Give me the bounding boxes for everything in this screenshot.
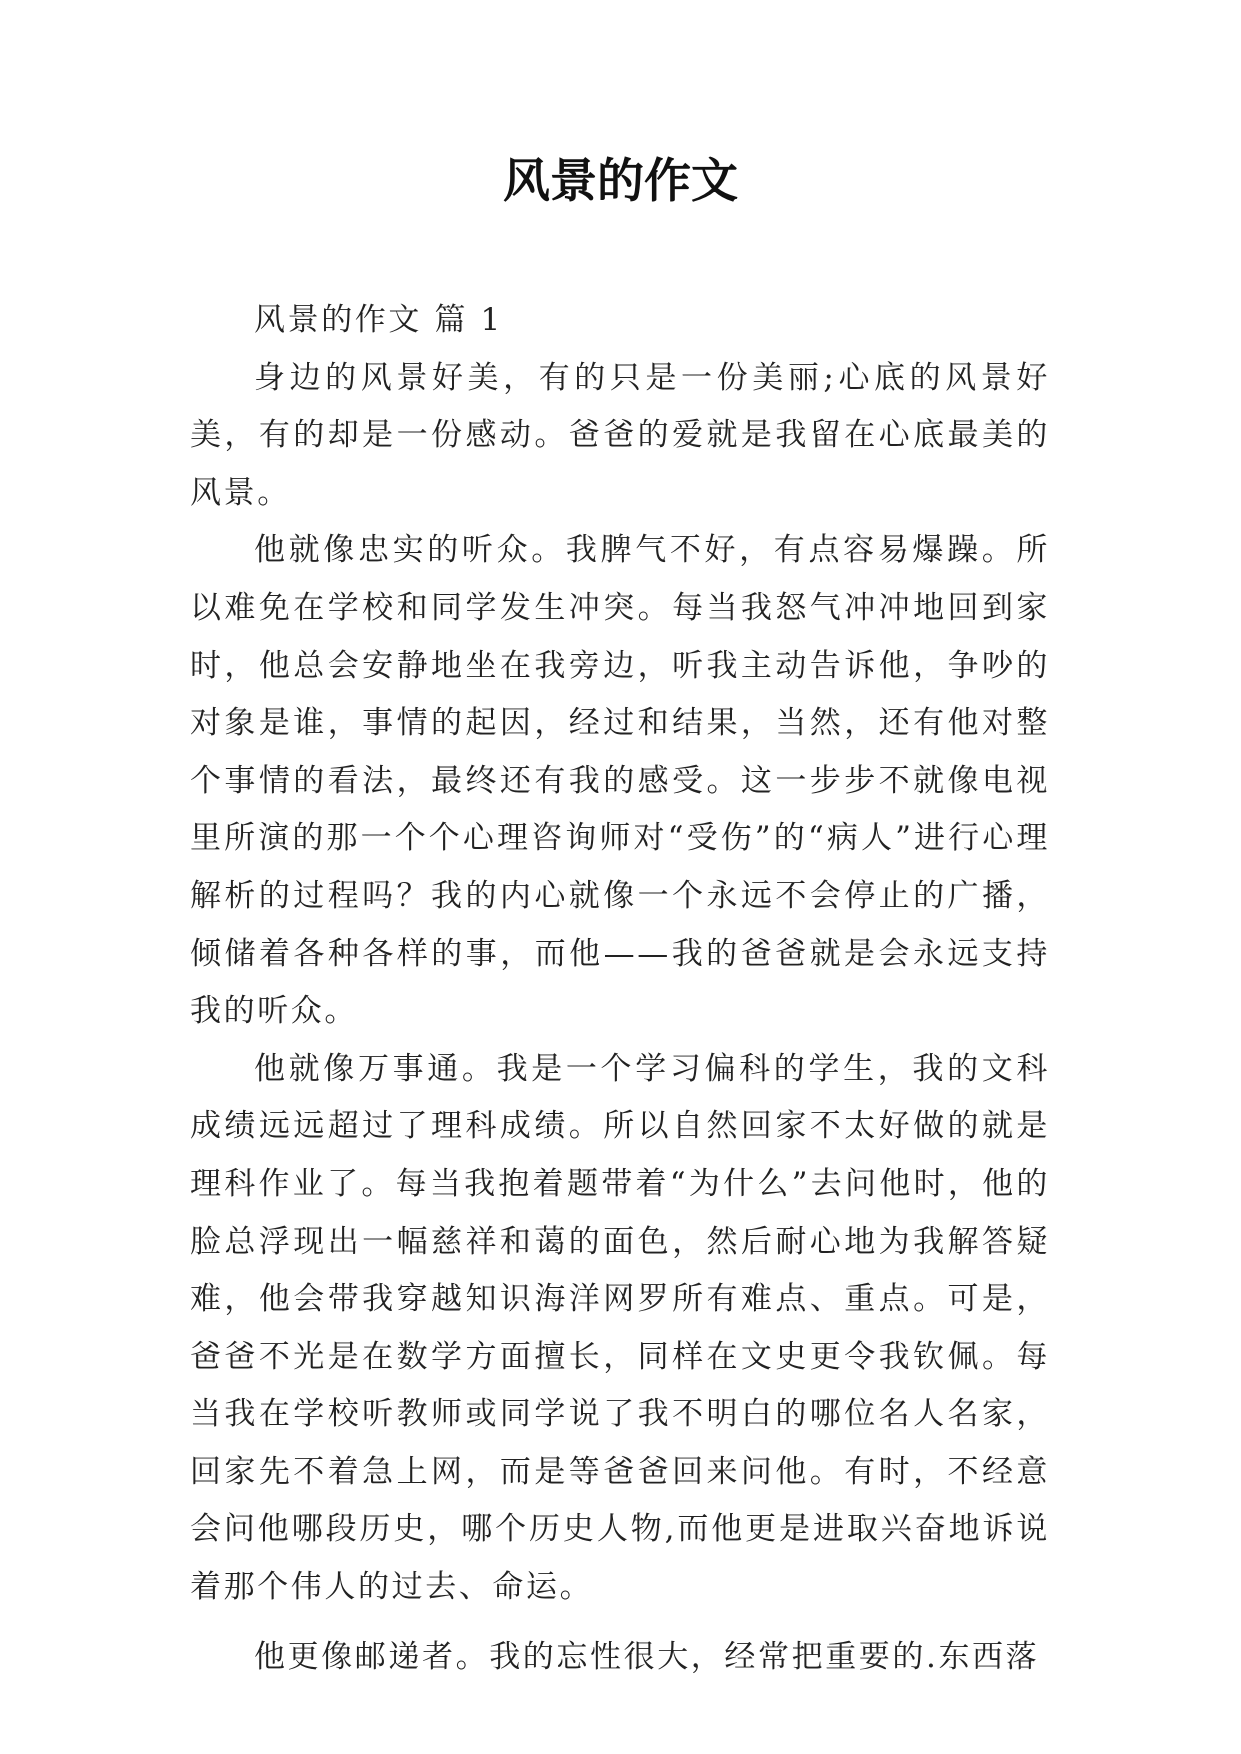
paragraph: 他就像忠实的听众。我脾气不好，有点容易爆躁。所以难免在学校和同学发生冲突。每当我怒气冲冲地回到家时，他总会安静地坐在我旁边，听我主动告诉他，争吵的对象是谁，事情的起因，经过和结果，当然，还有他对整个事情的看法，最终还有我的感受。这一步步不就像电视里所演的那一个个心理咨询师对“受伤”的“病人”进行心理解析的过程吗？我的内心就像一个永远不会停止的广播，倾储着各种各样的事，而他——我的爸爸就是会永远支持我的听众。	[190, 532, 1050, 1030]
document-title: 风景的作文	[503, 154, 738, 209]
document-body	[190, 292, 1050, 1686]
paragraph: 身边的风景好美，有的只是一份美丽;心底的风景好美，有的却是一份感动。爸爸的爱就是我留在心底最美的风景。	[190, 359, 1050, 511]
paragraph: 他更像邮递者。我的忘性很大，经常把重要的.东西落	[254, 1638, 1040, 1675]
paragraph: 他就像万事通。我是一个学习偏科的学生，我的文科成绩远远超过了理科成绩。所以自然回家不太好做的就是理科作业了。每当我抱着题带着“为什么”去问他时，他的脸总浮现出一幅慈祥和蔼的面色，然后耐心地为我解答疑难，他会带我穿越知识海洋网罗所有难点、重点。可是，爸爸不光是在数学方面擅长，同样在文史更令我钦佩。每当我在学校听教师或同学说了我不明白的哪位名人名家，回家先不着急上网，而是等爸爸回来问他。有时，不经意会问他哪段历史，哪个历史人物,而他更是进取兴奋地诉说着那个伟人的过去、命运。	[190, 1050, 1050, 1606]
section-heading: 风景的作文 篇 1	[254, 302, 503, 338]
